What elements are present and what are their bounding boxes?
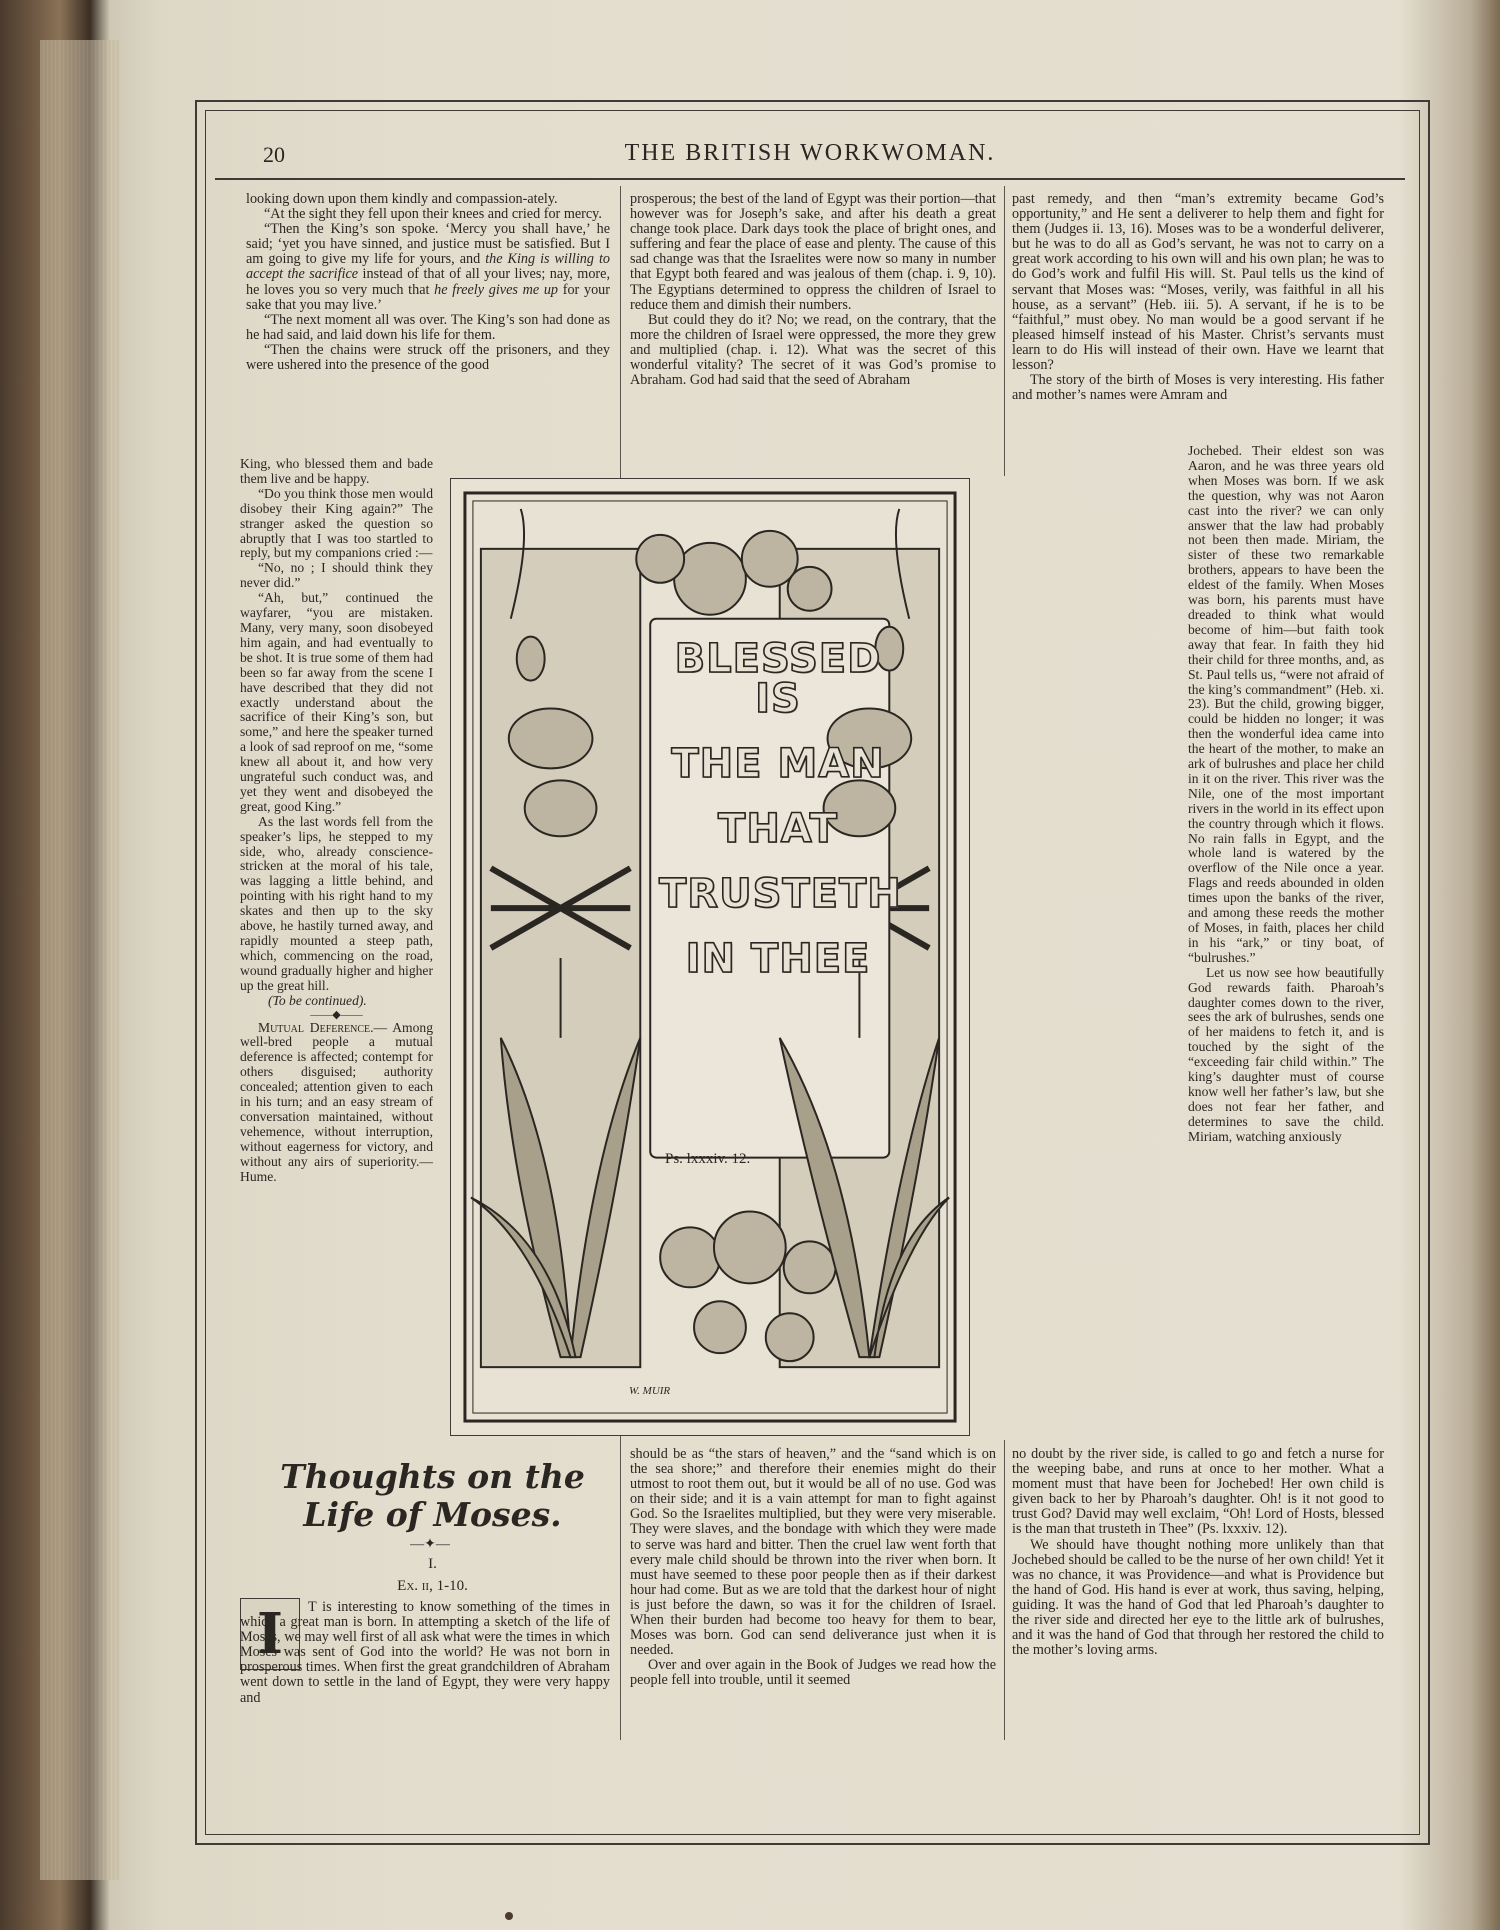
paragraph: King, who blessed them and bade them live and be happy. bbox=[240, 456, 433, 486]
paragraph: “At the sight they fell upon their knees and cried for mercy. bbox=[264, 206, 602, 223]
column-1-top bbox=[246, 192, 610, 373]
column-3-narrow bbox=[1188, 444, 1384, 1145]
column-rule-right-lower bbox=[1004, 1440, 1005, 1740]
section-divider: ——◆—— bbox=[310, 1008, 363, 1021]
column-3-top bbox=[1012, 192, 1384, 403]
motto-line: IN THEE bbox=[685, 936, 871, 982]
paragraph: “Then the King’s son spoke. ‘Mercy you shall have,’ he said; ‘yet you have sinned, and justice must be satisfied. But I am going to give my life for yours, and the King is willing to accept the sacrifice instead of that of all your lives; nay, more, he loves you so very much that he freely gives me up for your sake that you may live.’ bbox=[246, 221, 610, 313]
running-head: THE BRITISH WORKWOMAN. bbox=[624, 140, 996, 166]
paragraph: “Do you think those men would disobey their King again?” The stranger asked the question so abruptly that I was too startled to reply, but my companions cried :— bbox=[240, 485, 433, 561]
column-2-bottom bbox=[630, 1447, 996, 1689]
paragraph: “Then the chains were struck off the prisoners, and they were ushered into the presence of the good bbox=[246, 341, 610, 374]
article-opening bbox=[240, 1600, 610, 1706]
paragraph: The story of the birth of Moses is very interesting. His father and mother’s names were Amram and bbox=[1012, 372, 1384, 404]
paragraph: Over and over again in the Book of Judges we read how the people fell into trouble, until it seemed bbox=[630, 1657, 996, 1689]
column-3-bottom bbox=[1012, 1447, 1384, 1658]
column-rule-left-lower bbox=[620, 1440, 621, 1740]
paragraph: We should have thought nothing more unlikely than that Jochebed should be called to be the nurse of her own child! Yet it was no chance, it was Providence—and what is Providence but the hand of God. His hand is ever at work, thus saving, helping, guiding. It was the hand of God that led Pharoah’s daughter to the river side and directed her eye to the little ark of bulrushes, and it was the hand of God that through her restored the child to the mother’s loving arms. bbox=[1012, 1536, 1384, 1659]
scripture-reference: Ex. ii, 1-10. bbox=[397, 1578, 468, 1594]
column-rule-right bbox=[1004, 186, 1005, 476]
paragraph: no doubt by the river side, is called to go and fetch a nurse for the weeping babe, and runs at once to her mother. What a moment must that have been for Jochebed! Her own child is given back to her by Pharoah’s daughter. Oh! is it not good to trust God? David may well exclaim, “Oh! Lord of Hosts, blessed is the man that trusteth in Thee” (Ps. lxxxiv. 12). bbox=[1012, 1446, 1384, 1538]
paragraph: should be as “the stars of heaven,” and the “sand which is on the sea shore;” and therefore their enemies might do their utmost to root them out, but it would be all of no use. God was on their side; and it is a vain attempt for man to fight against God. So the Israelites multiplied, but they were very miserable. They were slaves, and the bondage with which they were made to serve was hard and bitter. Then the cruel law went forth that every male child should be thrown into the river when born. It must have seemed to these poor people then as if their darkest hour had come. But as we are told that the darkest hour of night is just before the dawn, so was it for the children of Israel. When their burden had become too heavy for them to bear, Moses was born. God can send deliverance just when it is needed. bbox=[630, 1446, 996, 1659]
paragraph: “The next moment all was over. The King’s son had done as he had said, and laid down his life for them. bbox=[246, 311, 610, 343]
paragraph: “No, no ; I should think they never did.” bbox=[240, 560, 433, 591]
illustration-psalm-motto bbox=[450, 478, 970, 1436]
motto-plaque bbox=[659, 636, 902, 1059]
motto-line: THE MAN bbox=[671, 741, 885, 787]
page-number: 20 bbox=[263, 142, 285, 167]
drop-cap: I bbox=[240, 1598, 300, 1670]
paragraph: “Ah, but,” continued the wayfarer, “you are mistaken. Many, very many, soon disobeyed him again, and had eventually to be shot. It is true some of them had been so far away from the scene I have described that they did not exactly understand about the sacrifice of their King’s son, but some,” and here the speaker turned a look of sad reproof on me, “some knew all about it, and how very ungrateful such conduct was, and yet they went and disobeyed the great, good King.” bbox=[240, 590, 433, 814]
title-ornament: —✦— bbox=[410, 1537, 450, 1552]
paragraph: prosperous; the best of the land of Egypt was their portion—that however was for Joseph’s sake, and after his death a great change took place. Dark days took the place of bright ones, and suffering and fear the place of ease and plenty. The cause of this sad change was that the Israelites were now so many in number that Egypt both feared and was jealous of them (chap. i. 9, 10). The Egyptians determined to oppress the children of Israel to reduce them and dimish their numbers. bbox=[630, 191, 996, 313]
paragraph: But could they do it? No; we read, on the contrary, that the more the children of Israel were oppressed, the more they grew and multiplied (chap. i. 12). What was the secret of this wonderful vitality? The secret of it was God’s promise to Abraham. God had said that the seed of Abraham bbox=[630, 311, 996, 389]
column-1-narrow bbox=[240, 457, 433, 1185]
column-2-top bbox=[630, 192, 996, 388]
to-be-continued: (To be continued). bbox=[268, 992, 367, 1008]
paragraph: As the last words fell from the speaker’s lips, he stepped to my side, who, already conscience-stricken at the moral of his tale, was lagging a little behind, and pointing with his right hand to my skates and then up to the sky above, he hastily turned away, and rapidly mounted a steep path, which, commencing on the road, wound gradually higher and higher up the great hill. bbox=[240, 813, 433, 993]
motto-line: THAT bbox=[718, 806, 838, 852]
paragraph: past remedy, and then “man’s extremity became God’s opportunity,” and He sent a deliverer to help them and fight for them (Judges ii. 13, 16). Moses was to be a wonderful deliverer, but he was to do all as God’s servant, he was not to carry on a great work according to his own will and his own plan; he was to do God’s work and fulfil His will. St. Paul tells us the kind of servant that Moses was: “Moses, verily, was faithful in all his house, as a servant” (Heb. iii. 5). A servant, if he is to be “faithful,” must obey. No man would be a good servant if he pleased himself instead of his Master. Christ’s servants must learn to do His will instead of their own. Have we learnt that lesson? bbox=[1012, 191, 1384, 374]
page-header bbox=[215, 138, 1405, 180]
paragraph: Jochebed. Their eldest son was Aaron, and he was three years old when Moses was born. If we ask the question, why was not Aaron cast into the river? we can only answer that the law had probably not been then made. Miriam, the sister of these two remarkable brothers, appears to have been the eldest of the family. When Moses was born, his parents must have dreaded to think what would become of him—but faith took away that fear. In faith they hid their child for three months, and, as St. Paul tells us, “were not afraid of the king’s commandment” (Heb. xi. 23). But the child, growing bigger, could be hidden no longer; it was then the wonderful idea came into the heart of the mother, to make an ark of bulrushes and place her child in it on the river. This river was the Nile, one of the most important rivers in the world in its effect upon the country through which it flows. No rain falls in Egypt, and the whole land is watered by the overflow of the Nile once a year. Flags and reeds abounded in olden times upon the banks of the river, and among these reeds the mother of Moses, in faith, places her child in his “ark,” or tiny boat, of “bulrushes.” bbox=[1188, 443, 1384, 965]
paragraph: Let us now see how beautifully God rewards faith. Pharoah’s daughter comes down to the river, sees the ark of bulrushes, sends one of her maidens to fetch it, and is touched by the sight of the “exceeding fair child within.” The king’s daughter must of course know well her father’s law, but she does not fear her father, and determines to save the child. Miriam, watching anxiously bbox=[1188, 964, 1384, 1144]
page-edge-stack bbox=[40, 40, 120, 1880]
mutual-deference: Mutual Deference.— Among well-bred people a mutual deference is affected; contempt for others disguised; authority concealed; attention given to each in his turn; and an easy stream of conversation maintained, without vehemence, without interruption, without eagerness for victory, and without any airs of superiority.—Hume. bbox=[240, 1019, 433, 1184]
paragraph: looking down upon them kindly and compassion-ately. bbox=[246, 191, 558, 207]
motto-line: BLESSED IS bbox=[674, 636, 882, 722]
article-title: Thoughts on the Life of Moses. bbox=[280, 1457, 585, 1534]
artist-signature: W. MUIR bbox=[629, 1385, 671, 1397]
paper-blemish bbox=[505, 1912, 513, 1920]
psalm-reference: Ps. lxxxiv. 12. bbox=[665, 1151, 751, 1167]
paragraph: T is interesting to know something of the times in which a great man is born. In attempting a sketch of the life of Moses, we may well first of all ask what were the times in which Moses was sent of God into the world? He was not born in prosperous times. When first the great grandchildren of Abraham went down to settle in the land of Egypt, they were very happy and bbox=[240, 1599, 610, 1706]
motto-line: TRUSTETH bbox=[659, 871, 902, 917]
part-number: I. bbox=[428, 1556, 437, 1572]
